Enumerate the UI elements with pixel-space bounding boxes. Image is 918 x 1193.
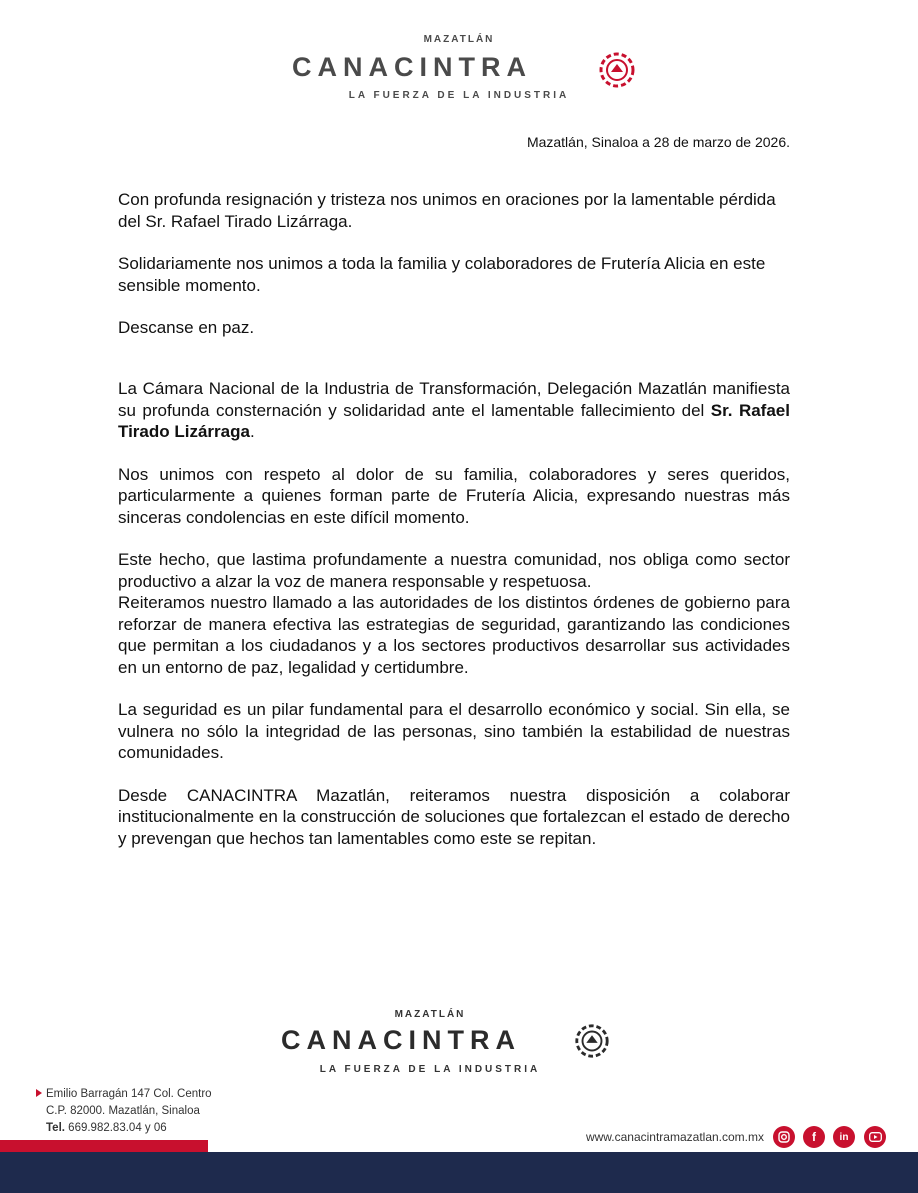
deceased-name: Sr. Rafael Tirado Lizárraga — [118, 400, 790, 441]
phone-number: 669.982.83.04 y 06 — [68, 1122, 167, 1134]
phone-label: Tel. — [46, 1122, 65, 1134]
statement-paragraph-1 — [118, 378, 790, 443]
statement-section — [118, 378, 790, 849]
phone-line — [46, 1120, 167, 1136]
footer-logo-name: CANACINTRA — [281, 1025, 521, 1055]
footer-navy-bar — [0, 1152, 918, 1193]
gear-logo-icon — [597, 50, 637, 90]
intro-paragraph-1: Con profunda resignación y tristeza nos unimos en oraciones por la lamentable pérdida del Sr. Rafael Tirado Lizárraga. — [118, 190, 776, 231]
statement-paragraph-5: Desde CANACINTRA Mazatlán, reiteramos nuestra disposición a colaborar institucionalmente en la construcción de soluciones que fortalezcan el estado de derecho y prevengan que hechos tan lamentables como este se repitan. — [118, 785, 790, 848]
statement-paragraph-1-end: . — [249, 422, 255, 441]
header-logo-name: CANACINTRA — [292, 52, 532, 82]
header-logo-city: MAZATLÁN — [423, 34, 495, 45]
statement-paragraph-2: Nos unimos con respeto al dolor de su familia, colaboradores y seres queridos, particularmente a quienes forman parte de Frutería Alicia, expresando nuestras más sinceras condolencias en este difícil momento. — [118, 464, 790, 527]
intro-paragraph-2: Solidariamente nos unimos a toda la familia y colaboradores de Frutería Alicia en este sensible momento. — [118, 254, 766, 295]
footer-logo-tagline: LA FUERZA DE LA INDUSTRIA — [319, 1064, 541, 1075]
facebook-icon[interactable]: f — [803, 1126, 825, 1148]
gear-logo-icon — [573, 1022, 611, 1060]
footer-red-bar — [0, 1140, 208, 1152]
statement-paragraph-3b: Reiteramos nuestro llamado a las autoridades de los distintos órdenes de gobierno para reforzar de manera efectiva las estrategias de seguridad, garantizando las condiciones que permitan a los ciudadanos y a los sectores productivos desarrollar sus actividades en un entorno de paz, legalidad y certidumbre. — [118, 593, 790, 677]
statement-paragraph-1-text: La Cámara Nacional de la Industria de Transformación, Delegación Mazatlán manifiesta su profunda consternación y solidaridad ante el lamentable fallecimiento del — [118, 379, 790, 420]
intro-paragraph-3: Descanse en paz. — [118, 318, 255, 337]
date-line: Mazatlán, Sinaloa a 28 de marzo de 2026. — [526, 134, 790, 150]
statement-paragraph-4: La seguridad es un pilar fundamental para el desarrollo económico y social. Sin ella, se vulnera no sólo la integridad de las personas, sino también la estabilidad de nuestras comunidades. — [118, 700, 790, 762]
statement-paragraph-3a: Este hecho, que lastima profundamente a nuestra comunidad, nos obliga como sector productivo a alzar la voz de manera responsable y respetuosa. — [118, 550, 790, 591]
header-logo-tagline: LA FUERZA DE LA INDUSTRIA — [348, 90, 570, 101]
address-line-1: Emilio Barragán 147 Col. Centro — [46, 1088, 212, 1100]
footer-logo-city: MAZATLÁN — [394, 1009, 466, 1020]
instagram-icon[interactable] — [773, 1126, 795, 1148]
website-link[interactable]: www.canacintramazatlan.com.mx — [585, 1130, 764, 1144]
intro-section — [118, 189, 790, 339]
linkedin-icon[interactable]: in — [833, 1126, 855, 1148]
youtube-icon[interactable] — [864, 1126, 886, 1148]
address-arrow-icon — [36, 1089, 42, 1097]
address-line-2: C.P. 82000. Mazatlán, Sinaloa — [46, 1105, 200, 1117]
